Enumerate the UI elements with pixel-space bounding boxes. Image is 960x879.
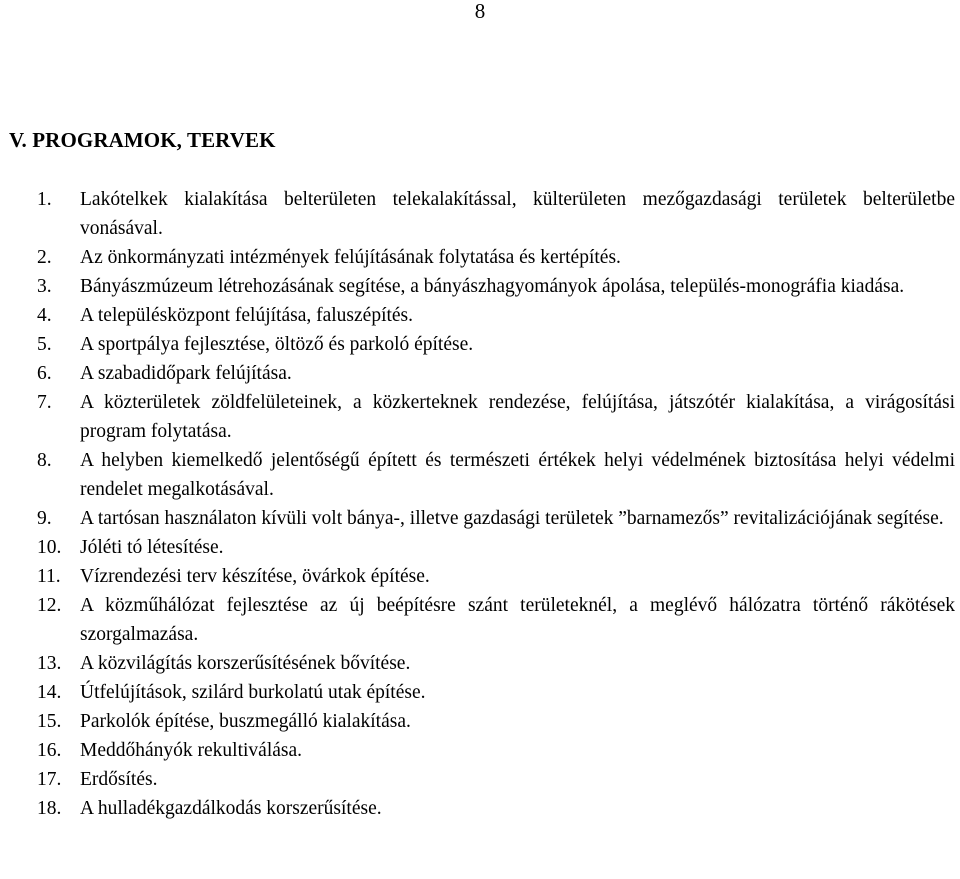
item-number: 1. [37, 189, 52, 210]
item-text: A sportpálya fejlesztése, öltöző és parkoló építése. [80, 334, 474, 355]
item-text: Vízrendezési terv készítése, övárkok építése. [80, 566, 430, 587]
item-number: 14. [37, 682, 62, 703]
item-number: 17. [37, 769, 62, 790]
list-item [37, 446, 955, 504]
list-item [37, 765, 955, 794]
list-item [37, 272, 955, 301]
item-text: A közvilágítás korszerűsítésének bővítése. [80, 653, 411, 674]
list-item [37, 736, 955, 765]
item-number: 9. [37, 508, 52, 529]
item-number: 2. [37, 247, 52, 268]
item-text: A hulladékgazdálkodás korszerűsítése. [80, 798, 382, 819]
program-list [37, 185, 955, 823]
item-text: Lakótelkek kialakítása belterületen telekalakítással, külterületen mezőgazdasági területek belterületbe vonásával. [80, 189, 955, 239]
item-text: Jóléti tó létesítése. [80, 537, 224, 558]
list-item [37, 185, 955, 243]
list-item [37, 591, 955, 649]
item-text: Az önkormányzati intézmények felújításának folytatása és kertépítés. [80, 247, 621, 268]
item-text: Parkolók építése, buszmegálló kialakítása. [80, 711, 411, 732]
item-number: 5. [37, 334, 52, 355]
item-text: Bányászmúzeum létrehozásának segítése, a bányászhagyományok ápolása, település-monográfia kiadása. [80, 276, 905, 297]
item-text: Meddőhányók rekultiválása. [80, 740, 303, 761]
item-text: Útfelújítások, szilárd burkolatú utak építése. [80, 682, 426, 703]
item-number: 11. [37, 566, 61, 587]
item-text: Erdősítés. [80, 769, 158, 790]
list-item [37, 243, 955, 272]
list-item [37, 794, 955, 823]
item-text: A közterületek zöldfelületeinek, a közkerteknek rendezése, felújítása, játszótér kialakítása, a virágosítási program folytatása. [80, 392, 955, 442]
item-number: 8. [37, 450, 52, 471]
item-number: 13. [37, 653, 62, 674]
list-item [37, 504, 955, 533]
item-text: A településközpont felújítása, faluszépítés. [80, 305, 414, 326]
item-number: 6. [37, 363, 52, 384]
item-number: 3. [37, 276, 52, 297]
section-heading: V. PROGRAMOK, TERVEK [9, 128, 276, 152]
list-item [37, 707, 955, 736]
list-item [37, 301, 955, 330]
list-item [37, 330, 955, 359]
list-item [37, 533, 955, 562]
item-number: 12. [37, 595, 62, 616]
page-number: 8 [474, 0, 486, 23]
item-text: A tartósan használaton kívüli volt bánya-, illetve gazdasági területek ”barnamezős” revitalizációjának segítése. [80, 508, 944, 529]
item-text: A helyben kiemelkedő jelentőségű épített és természeti értékek helyi védelmének biztosítása helyi védelmi rendelet megalkotásával. [80, 450, 955, 500]
item-number: 10. [37, 537, 62, 558]
list-item [37, 388, 955, 446]
item-number: 7. [37, 392, 52, 413]
item-text: A szabadidőpark felújítása. [80, 363, 292, 384]
list-item [37, 678, 955, 707]
item-number: 15. [37, 711, 62, 732]
list-item [37, 359, 955, 388]
item-text: A közműhálózat fejlesztése az új beépítésre szánt területeknél, a meglévő hálózatra történő rákötések szorgalmazása. [80, 595, 955, 645]
item-number: 16. [37, 740, 62, 761]
list-item [37, 649, 955, 678]
item-number: 18. [37, 798, 62, 819]
list-item [37, 562, 955, 591]
item-number: 4. [37, 305, 52, 326]
